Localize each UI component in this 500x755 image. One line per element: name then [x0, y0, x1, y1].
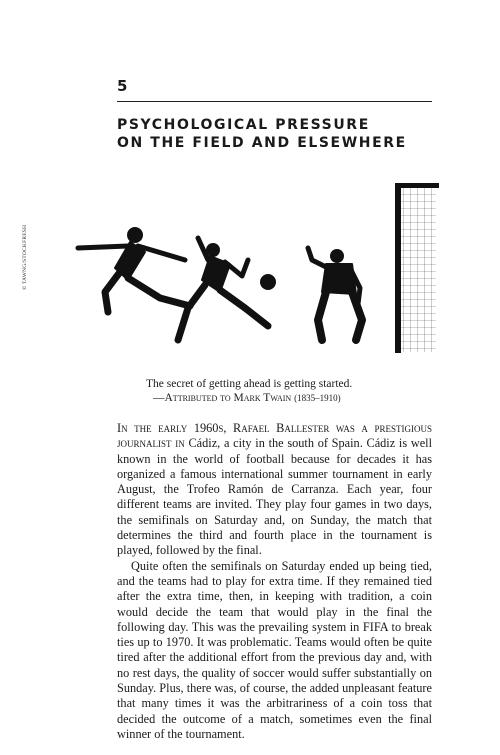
epigraph-years: (1835–1910)	[294, 393, 341, 403]
image-credit: © TAWNG/STOCKFRESH	[22, 224, 28, 290]
player-kicking-silhouette	[78, 227, 190, 312]
epigraph	[146, 377, 446, 405]
epigraph-attribution	[146, 391, 446, 405]
goalkeeper-silhouette	[308, 248, 362, 340]
soccer-ball	[260, 274, 276, 290]
soccer-players-illustration	[60, 180, 440, 360]
epigraph-quote: The secret of getting ahead is getting started.	[146, 378, 353, 390]
chapter-title	[117, 116, 437, 152]
player-jumping-silhouette	[178, 238, 268, 340]
paragraph-2: Quite often the semifinals on Saturday ended up being tied, and the teams had to play for extra time. If they remained tied after the extra time, then, in keeping with tradition, a coin would decide the team that would play in the final the following day. This was the prevailing system in FIFA to break ties up to 1970. It was problematic. Teams would often be quite tired after the additional effort from the previous day and, with no rest days, the quality of soccer would suffer substantially on Sunday. Plus, there was, of course, the added unpleasant feature that many times it was the arbitrariness of a coin toss that decided the outcome of a match, sometimes even the final winner of the tournament.	[117, 558, 432, 741]
paragraph-1	[117, 421, 432, 559]
paragraph-1-text: Cádiz, a city in the south of Spain. Cádiz is well known in the world of football because for decades it has organized a famous international summer tournament in early August, the Trofeo Ramón de Carranza. Each year, four different teams are invited. They play four games in two days, the semifinals on Saturday and, on Sunday, the match that determines the third and fourth place in the tournament is played, followed by the final.	[117, 436, 433, 558]
chapter-title-line-1: PSYCHOLOGICAL PRESSURE	[117, 117, 370, 133]
paragraph-1-lead: In the early 1960s, Rafael Ballester was a prestigious journalist in	[117, 421, 432, 451]
header-rule	[117, 101, 432, 102]
chapter-number: 5	[117, 77, 128, 95]
goal-net	[395, 183, 439, 353]
chapter-title-line-2: ON THE FIELD AND ELSEWHERE	[117, 135, 407, 151]
body-text	[117, 421, 432, 742]
epigraph-author: —Attributed to Mark Twain	[153, 392, 292, 404]
